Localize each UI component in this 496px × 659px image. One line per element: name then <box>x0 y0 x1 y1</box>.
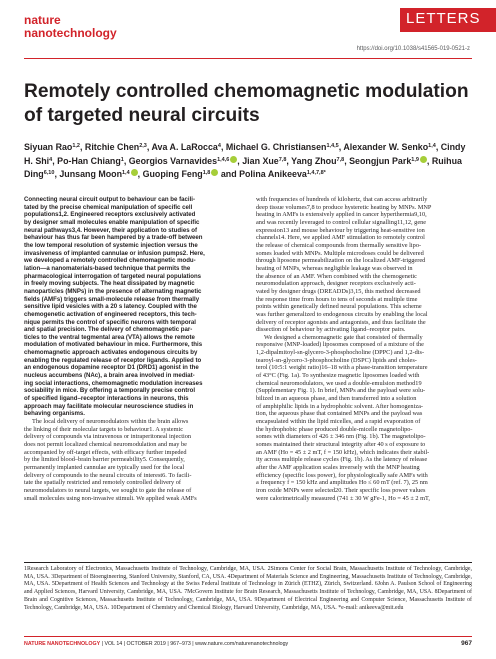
body-line: delivery of compounds via intravenous or intraperitoneal injection <box>24 433 191 441</box>
body-line: a frequency f = 150 kHz and amplitudes Ho ≤ 60 mT (ref. 7), 25 nm <box>256 479 428 487</box>
body-line: efficiency (specific loss power), for physiologically safe AMFs with <box>256 471 428 479</box>
abstract-line: and spatial precision. The delivery of chemomagnetic par- <box>24 326 193 334</box>
body-line: bilized in an aqueous phase, and then transferred into a solution <box>256 395 417 403</box>
abstract-line: we developed a remotely controlled chemomagnetic modu- <box>24 257 196 265</box>
body-line: encapsulated within the lipid micelles, and a rapid evaporation of <box>256 418 421 426</box>
body-line: through liposome permeabilization on the localized AMF-triggered <box>256 257 426 265</box>
abstract-line: tated by the precise chemical manipulation of specific cell <box>24 203 193 211</box>
journal-name-line2: nanotechnology <box>24 26 117 40</box>
body-line: We designed a chemomagnetic gate that consisted of thermally <box>264 333 423 341</box>
right-column <box>256 196 472 502</box>
body-line: with frequencies of hundreds of kilohertz, that can access arbitrarily <box>256 196 428 203</box>
body-line: 1,2-dipalmitoyl-sn-glycero-3-phosphocholine (DPPC) and 1,2-dis- <box>256 349 425 357</box>
author-list: Siyuan Rao$^{1,2}$, Ritchie Chen$^{2,3}$, Ava A. LaRocca$^4$, Michael G. Christiansen$^{1,4,5}$, Alexander W. Senko$^{1,4}$, Cindy H. Shi$^4$, Po-Han Chiang$^1$, Georgios Varnavides$^{1,4,6}$ , Jian Xue$^{7,8}$, Yang Zhou$^{7,8}$, Seongjun Park$^{1,9}$ , Ruihua Ding$^{6,10}$, Junsang Moon$^{1,4}$ , Guoping Feng$^{1,8}$ and Polina Anikeeva$^{1,4,7,8*}$ <box>24 142 466 180</box>
abstract-line: nique permits the control of specific neurons with temporal <box>24 318 196 326</box>
abstract-line: sociability in mice. By offering a temporally precise control <box>24 387 196 395</box>
affiliations-footnote: 1Research Laboratory of Electronics, Massachusetts Institute of Technology, Cambridge, MA, USA. 2Simons Center for Social Brain, Massachusetts Institute of Technology, Cambridge, MA, USA. 3Department of Bioengineering, Stanford University, Stanford, CA, USA. 4Department of Materials Science and Engineering, Massachusetts Institute of Technology, Cambridge, MA, USA. 5Department of Health Sciences and Technology at the Swiss Federal Institute of Technology in Zürich (ETHZ), Zürich, Switzerland. 6John A. Paulson School of Engineering and Applied Sciences, Harvard University, Cambridge, MA, USA. 7McGovern Institute for Brain Research, Massachusetts Institute of Technology, Cambridge, MA, USA. 8Department of Brain and Cognitive Sciences, Massachusetts Institute of Technology, Cambridge, MA, USA. 9Department of Electrical Engineering and Computer Science, Massachusetts Institute of Technology, Cambridge, MA, USA. 10Department of Chemistry and Chemical Biology, Harvard University, Cambridge, MA, USA. *e-mail: anikeeva@mit.edu <box>24 566 472 611</box>
body-line: (Supplementary Fig. 1). In brief, MNPs and the payload were solu- <box>256 387 426 395</box>
body-line: the absence of an AMF. When combined with the chemogenetic <box>256 272 417 280</box>
body-line: The local delivery of neuromodulators within the brain allows <box>32 418 189 426</box>
body-line: neuromodulation approach, designer receptors exclusively acti- <box>256 280 416 288</box>
header-rule <box>24 58 472 59</box>
orcid-icon[interactable] <box>131 169 138 176</box>
body-line: by the limited blood–brain barrier permeability5. Consequently, <box>24 456 185 464</box>
right-paragraph-1 <box>256 196 472 334</box>
footer-volume-info: | VOL 14 | OCTOBER 2019 | 967–973 | www.nature.com/naturenanotechnology <box>100 641 289 647</box>
body-line: ity across multiple release cycles (Fig. 1b). As the latency of release <box>256 456 428 464</box>
footer-journal-name: NATURE NANOTECHNOLOGY <box>24 641 101 647</box>
footnote-rule <box>24 562 472 563</box>
orcid-icon[interactable] <box>420 156 427 163</box>
body-line: deep tissue volumes7,8 to produce hysteretic heating by MNPs. MNP <box>256 203 432 211</box>
body-line: does not permit localized chemical neuromodulation and may be <box>24 441 187 448</box>
doi-link[interactable]: https://doi.org/10.1038/s41565-019-0521-z <box>356 46 470 52</box>
body-line: somes loaded with MNPs. Multiple microdoses could be delivered <box>256 249 424 257</box>
body-line: iron oxide MNPs were selected20. Their specific loss power values <box>256 486 426 494</box>
body-line: neuromodulators to neural targets, we sought to gate the release of <box>24 486 192 494</box>
journal-logo <box>24 14 144 39</box>
body-line: the response time from hours to tens of seconds at multiple time <box>256 295 418 303</box>
abstract-line: lation—a nanomaterials-based technique that permits the <box>24 264 191 272</box>
journal-name-line1: nature <box>24 13 61 27</box>
abstract-line: invasiveness of implanted cannulae or infusion pumps2. Here, <box>24 249 205 257</box>
abstract-line: modulation of motivated behaviour in mice. Furthermore, this <box>24 341 203 349</box>
body-line: was further generalized to endogenous circuits by enabling the local <box>256 310 428 318</box>
body-line: terol (10:5:1 weight ratio)16–18 with a phase-transition temperature <box>256 364 428 372</box>
abstract-line: by designer small molecules enable manipulation of specific <box>24 218 200 226</box>
abstract-line: behaviour has thus far been hampered by a trade-off between <box>24 234 203 242</box>
body-line: the linking of their molecular targets to behaviour1. A systemic <box>24 425 184 433</box>
abstract-line: approach may facilitate molecular neuroscience studies in <box>24 402 194 410</box>
body-line: tion, the aqueous phase that contained MNPs and the payload was <box>256 410 423 418</box>
abstract-line: sensitive lipid vesicles with a 20 s latency. Coupled with the <box>24 303 197 311</box>
body-line: delivery of receptor agonists and antagonists, and thus facilitate the <box>256 318 426 326</box>
abstract-line: populations1,2. Engineered receptors exclusively activated <box>24 211 196 219</box>
abstract-line: the low temporal resolution of systemic injection versus the <box>24 241 198 249</box>
abstract-line: enabling the regulated release of receptor ligands. Applied to <box>24 356 202 364</box>
abstract-line: of specified ligand–receptor interactions in neurons, this <box>24 395 189 403</box>
abstract-line: chemomagnetic approach activates endogenous circuits by <box>24 349 198 357</box>
abstract-line: nanoparticles (MNPs) in the presence of alternating magnetic <box>24 287 202 295</box>
body-line: dissection of behaviour by activating ligand–receptor pairs. <box>256 326 406 334</box>
body-line: delivery of compounds to the neural circuits of interest6. To facili- <box>24 471 192 479</box>
footer-citation <box>24 641 288 647</box>
body-line: points within genetically defined neural populations. This scheme <box>256 303 422 311</box>
abstract-line: Connecting neural circuit output to behaviour can be facili- <box>24 196 195 203</box>
abstract-line: nucleus accumbens (NAc), a brain area involved in mediat- <box>24 372 195 380</box>
abstract-line: an endogenous dopamine receptor D1 (DRD1) agonist in the <box>24 364 199 372</box>
body-line: of 43°C (Fig. 1a). To synthesize magnetic liposomes loaded with <box>256 372 420 380</box>
page-number: 967 <box>461 640 472 647</box>
abstract-line: behaving organisms. <box>24 410 85 418</box>
abstract-line: ticles to the ventral tegmental area (VTA) allows the remote <box>24 333 195 341</box>
body-line: permanently implanted cannulae are typically used for the local <box>24 463 185 471</box>
body-line: were calorimetrically measured (741 ± 30 W gFe-1, Ho = 45 ± 2 mT, <box>256 494 430 502</box>
body-line: heating in AMFs is extensively applied in cancer hyperthermia9,10, <box>256 211 427 219</box>
body-line: channels14. Here, we applied AMF stimulation to remotely control <box>256 234 425 242</box>
body-line: tearoyl-sn-glycero-3-phosphocholine (DSPC) lipids and choles- <box>256 356 417 364</box>
body-line: the hydrophobic phase produced double-micelle magnetolipo- <box>256 425 413 433</box>
body-line: responsive (MNP-loaded) liposomes composed of a mixture of the <box>256 341 424 349</box>
footer-rule <box>24 636 472 637</box>
abstract-line: pharmacological interrogation of targeted neural populations <box>24 272 202 280</box>
abstract-line: neural pathways3,4. However, their application to studies of <box>24 226 198 234</box>
body-line: expression13 and mouse behaviour by triggering heat-sensitive ion <box>256 226 425 234</box>
left-body-text <box>24 418 239 502</box>
body-line: accompanied by off-target effects, with efficacy further impeded <box>24 448 187 456</box>
section-label: LETTERS <box>406 10 481 27</box>
right-paragraph-2 <box>256 334 472 502</box>
orcid-icon[interactable] <box>211 169 218 176</box>
body-line: after the AMF application scales inversely with the MNP heating <box>256 463 420 471</box>
body-line: somes with diameters of 426 ± 346 nm (Fig. 1b). The magnetolipo- <box>256 433 426 441</box>
body-line: heating of MNPs, whereas negligible leakage was observed in <box>256 264 413 272</box>
body-line: tate the spatially restricted and remotely controlled delivery of <box>24 479 182 487</box>
orcid-icon[interactable] <box>230 156 237 163</box>
body-line: of amphiphilic lipids in a hydrophobic solvent. After homogeniza- <box>256 402 424 410</box>
article-title: Remotely controlled chemomagnetic modulation of targeted neural circuits <box>24 81 469 126</box>
abstract <box>24 196 239 418</box>
body-line: the release of chemical compounds from thermally sensitive lipo- <box>256 241 422 249</box>
body-line: small molecules using non-invasive stimuli. We applied weak AMFs <box>24 494 197 502</box>
body-line: an AMF (Ho = 45 ± 2 mT, f = 150 kHz), which indicates their stabil- <box>256 448 430 456</box>
body-line: somes maintained their structural integrity after 40 s of exposure to <box>256 441 426 448</box>
abstract-line: chemogenetic activation of engineered receptors, this tech- <box>24 310 197 318</box>
left-column <box>24 196 239 502</box>
body-line: and was recently leveraged to control cellular signalling11,12, gene <box>256 218 427 226</box>
abstract-line: fields (AMFs) triggers small-molecule release from thermally <box>24 295 200 303</box>
body-line: chemical neuromodulators, we used a double-emulsion method19 <box>256 379 422 387</box>
abstract-line: ing social interactions, chemomagnetic modulation increases <box>24 379 203 387</box>
body-line: vated by designer drugs (DREADDs)3,15, this method decreased <box>256 287 421 295</box>
abstract-line: in freely moving subjects. The heat dissipated by magnetic <box>24 280 195 288</box>
